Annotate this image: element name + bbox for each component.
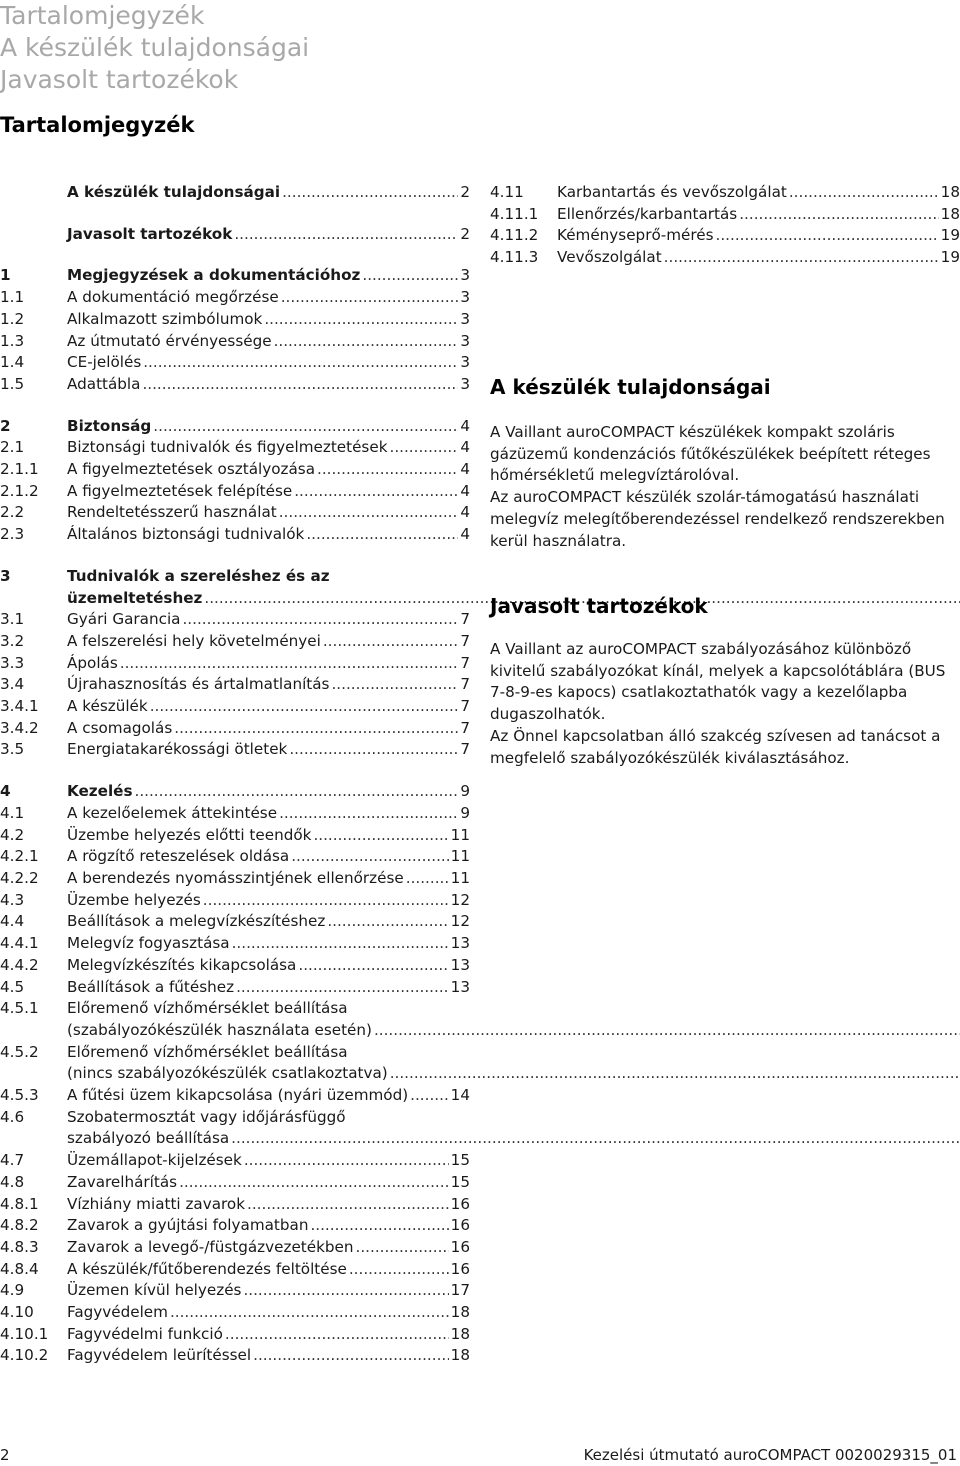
toc-entry-page: 16 (450, 1237, 470, 1256)
toc-entry-page: 4 (460, 416, 470, 435)
toc-entry-number: 1.5 (0, 374, 25, 393)
page-title: Tartalomjegyzék (0, 113, 195, 137)
toc-entry-number: 4 (0, 782, 11, 801)
toc-leader-dots (317, 459, 458, 481)
toc-entry[interactable] (0, 653, 470, 675)
toc-entry-number: 4.2 (0, 825, 25, 844)
toc-entry-title: A készülék tulajdonságai (67, 183, 281, 201)
toc-leader-dots (294, 481, 458, 503)
toc-leader-dots (291, 846, 448, 868)
toc-entry-number: 4.2.2 (0, 868, 39, 887)
toc-entry[interactable] (0, 374, 470, 396)
toc-entry-title: Melegvíz fogyasztása (67, 934, 230, 953)
toc-entry-title: A dokumentáció megőrzése (67, 288, 279, 307)
toc-entry-title: Zavarok a gyújtási folyamatban (67, 1216, 309, 1235)
toc-leader-dots (349, 1259, 449, 1281)
features-paragraph: Az auroCOMPACT készülék szolár-támogatású használati melegvíz melegítőberendezéssel rendelkező rendszerekben kerül használatra. (490, 488, 945, 550)
toc-entry-number: 4.5.1 (0, 999, 39, 1018)
toc-entry-page: 3 (460, 374, 470, 393)
toc-entry[interactable] (490, 204, 960, 226)
toc-entry-number: 3.2 (0, 631, 25, 650)
running-header (0, 0, 309, 96)
toc-leader-dots (313, 825, 448, 847)
toc-leader-dots (390, 1063, 960, 1085)
toc-entry-title: Karbantartás és vevőszolgálat (557, 183, 787, 201)
toc-entry-title: Rendeltetésszerű használat (67, 503, 277, 522)
toc-left-column (0, 182, 470, 1367)
toc-leader-dots (264, 309, 458, 331)
toc-entry-title: Javasolt tartozékok (67, 224, 233, 243)
toc-entry-page: 16 (450, 1259, 470, 1278)
toc-entry-number: 3.1 (0, 610, 25, 629)
toc-entry-title: Kéményseprő-mérés (557, 226, 714, 245)
toc-entry[interactable] (0, 696, 470, 718)
toc-entry-title: Újrahasznosítás és ártalmatlanítás (67, 675, 330, 694)
toc-entry[interactable] (0, 825, 470, 847)
toc-entry-title: A készülék/fűtőberendezés feltöltése (67, 1259, 347, 1278)
toc-entry-number: 2.2 (0, 503, 25, 522)
toc-entry-title: Alkalmazott szimbólumok (67, 309, 263, 328)
toc-entry-number: 4.5.2 (0, 1042, 39, 1061)
toc-entry-page: 11 (450, 847, 470, 866)
toc-entry-title: Biztonság (67, 416, 152, 435)
toc-entry[interactable] (0, 911, 470, 933)
toc-entry-page: 2 (460, 224, 470, 243)
toc-leader-dots (231, 1128, 960, 1150)
toc-entry-title: A rögzítő reteszelések oldása (67, 847, 290, 866)
toc-entry-title: CE-jelölés (67, 353, 142, 372)
toc-entry-title: Ellenőrzés/karbantartás (557, 204, 738, 223)
toc-leader-dots (135, 781, 459, 803)
toc-spacer (0, 245, 470, 265)
toc-leader-dots (120, 653, 459, 675)
toc-entry-page: 13 (450, 977, 470, 996)
toc-entry-page: 7 (460, 718, 470, 737)
toc-entry-number: 4.8.4 (0, 1259, 39, 1278)
toc-entry[interactable] (0, 868, 470, 890)
toc-entry-page: 18 (450, 1303, 470, 1322)
toc-entry-page: 17 (450, 1281, 470, 1300)
toc-entry-title: Szobatermosztát vagy időjárásfüggő (67, 1107, 346, 1126)
toc-entry-page: 4 (460, 438, 470, 457)
toc-leader-dots (298, 955, 448, 977)
toc-entry-page: 19 (940, 226, 960, 245)
toc-entry[interactable] (490, 225, 960, 247)
toc-entry-number: 2.1 (0, 438, 25, 457)
toc-leader-dots (247, 1194, 449, 1216)
features-heading: A készülék tulajdonságai (490, 375, 771, 399)
accessories-heading: Javasolt tartozékok (490, 594, 708, 618)
toc-leader-dots (306, 524, 458, 546)
toc-entry-number: 4.11.2 (490, 226, 539, 245)
toc-entry-page: 4 (460, 460, 470, 479)
toc-entry-page: 11 (450, 825, 470, 844)
toc-leader-dots (406, 868, 449, 890)
toc-entry[interactable] (0, 1172, 470, 1194)
toc-entry-number: 3.4 (0, 675, 25, 694)
toc-entry-page: 3 (460, 331, 470, 350)
toc-spacer (0, 204, 470, 224)
toc-entry-title: Zavarok a levegő-/füstgázvezetékben (67, 1237, 354, 1256)
toc-entry-title: Adattábla (67, 374, 141, 393)
toc-entry-title-continued: (nincs szabályozókészülék csatlakoztatva) (67, 1064, 388, 1083)
toc-leader-dots (232, 933, 449, 955)
toc-leader-dots (374, 1020, 960, 1042)
toc-leader-dots (274, 331, 459, 353)
toc-leader-dots (225, 1324, 449, 1346)
toc-entry-number: 2 (0, 416, 11, 435)
toc-leader-dots (142, 374, 458, 396)
toc-entry-page: 7 (460, 675, 470, 694)
toc-entry[interactable] (0, 781, 470, 803)
toc-entry[interactable] (0, 416, 470, 438)
toc-leader-dots (281, 287, 459, 309)
toc-spacer (0, 546, 470, 566)
toc-entry-title: Üzemen kívül helyezés (67, 1281, 242, 1300)
header-line-1: Tartalomjegyzék (0, 1, 205, 30)
toc-entry-title: Fagyvédelmi funkció (67, 1324, 223, 1343)
toc-entry[interactable] (490, 247, 960, 269)
toc-entry-number: 3.3 (0, 653, 25, 672)
toc-leader-dots (310, 1215, 448, 1237)
toc-entry[interactable] (0, 459, 470, 481)
toc-entry-number: 4.11.1 (490, 204, 539, 223)
toc-entry-title: Vevőszolgálat (557, 248, 662, 267)
toc-entry-title: Beállítások a melegvízkészítéshez (67, 912, 326, 931)
toc-entry-title-continued: szabályozó beállítása (67, 1129, 230, 1148)
toc-entry-page: 18 (450, 1324, 470, 1343)
toc-entry-page: 7 (460, 740, 470, 759)
toc-entry-page: 7 (460, 631, 470, 650)
toc-entry-page: 3 (460, 309, 470, 328)
toc-entry-title: Általános biztonsági tudnivalók (67, 525, 305, 544)
toc-entry-page: 12 (450, 912, 470, 931)
toc-entry[interactable] (0, 331, 470, 353)
toc-entry[interactable] (0, 739, 470, 761)
toc-leader-dots (143, 352, 458, 374)
toc-entry-title: Beállítások a fűtéshez (67, 977, 235, 996)
toc-entry-title: Ápolás (67, 653, 118, 672)
toc-leader-dots (739, 204, 938, 226)
header-line-2: A készülék tulajdonságai (0, 33, 310, 62)
toc-entry[interactable] (0, 352, 470, 374)
toc-entry[interactable] (0, 609, 470, 631)
toc-leader-dots (331, 674, 458, 696)
toc-leader-dots (323, 631, 458, 653)
toc-entry[interactable] (0, 502, 470, 524)
toc-entry-title: Előremenő vízhőmérséklet beállítása (67, 999, 348, 1018)
toc-leader-dots (282, 182, 458, 204)
toc-entry-title: Melegvízkészítés kikapcsolása (67, 955, 297, 974)
toc-leader-dots (174, 718, 458, 740)
toc-entry-title: Biztonsági tudnivalók és figyelmeztetések (67, 438, 388, 457)
toc-entry-title: Vízhiány miatti zavarok (67, 1194, 246, 1213)
toc-entry[interactable] (0, 1259, 470, 1281)
toc-entry-number: 4.6 (0, 1107, 25, 1126)
toc-entry-number: 1.4 (0, 353, 25, 372)
toc-entry-number: 4.5 (0, 977, 25, 996)
footer-doc-reference: Kezelési útmutató auroCOMPACT 0020029315_01 (583, 1446, 957, 1464)
toc-entry-page: 12 (450, 890, 470, 909)
toc-leader-dots (390, 437, 459, 459)
toc-entry[interactable] (0, 1194, 470, 1216)
toc-entry-page: 11 (450, 868, 470, 887)
toc-entry-page: 3 (460, 266, 470, 285)
toc-entry-page: 16 (450, 1216, 470, 1235)
toc-leader-dots (664, 247, 939, 269)
toc-entry-title: A figyelmeztetések osztályozása (67, 460, 315, 479)
toc-entry[interactable] (0, 1280, 470, 1302)
toc-entry-page: 15 (450, 1172, 470, 1191)
toc-entry-number: 3.4.1 (0, 697, 39, 716)
toc-entry-title: A kezelőelemek áttekintése (67, 803, 278, 822)
toc-entry[interactable] (0, 182, 470, 204)
toc-entry[interactable] (0, 955, 470, 977)
toc-entry-title-continued: (szabályozókészülék használata esetén) (67, 1020, 372, 1039)
toc-entry[interactable] (0, 1345, 470, 1367)
toc-entry-number: 2.1.2 (0, 481, 39, 500)
toc-entry-page: 19 (940, 248, 960, 267)
toc-entry-title: A berendezés nyomásszintjének ellenőrzése (67, 868, 404, 887)
toc-entry[interactable] (0, 674, 470, 696)
toc-right-column (490, 182, 960, 269)
toc-leader-dots (170, 1302, 449, 1324)
toc-entry-title: A felszerelési hely követelményei (67, 631, 321, 650)
toc-entry[interactable] (0, 1085, 470, 1107)
toc-entry[interactable] (0, 265, 470, 287)
toc-entry-number: 1.2 (0, 309, 25, 328)
toc-entry-title: Gyári Garancia (67, 610, 181, 629)
toc-entry[interactable] (0, 1042, 470, 1085)
toc-entry-title: Fagyvédelem (67, 1303, 168, 1322)
toc-entry-page: 18 (940, 204, 960, 223)
toc-leader-dots (716, 225, 939, 247)
toc-leader-dots (182, 609, 458, 631)
toc-entry-number: 3 (0, 566, 11, 585)
toc-entry[interactable] (0, 803, 470, 825)
toc-entry-number: 2.1.1 (0, 460, 39, 479)
toc-leader-dots (362, 265, 458, 287)
toc-leader-dots (327, 911, 448, 933)
toc-entry[interactable] (0, 1107, 470, 1150)
features-text (490, 422, 950, 552)
toc-entry-page: 9 (460, 803, 470, 822)
toc-leader-dots (410, 1085, 449, 1107)
toc-leader-dots (244, 1150, 449, 1172)
footer-page-number: 2 (0, 1446, 10, 1464)
toc-entry-page: 18 (450, 1346, 470, 1365)
toc-entry-page: 7 (460, 653, 470, 672)
toc-entry-page: 16 (450, 1194, 470, 1213)
toc-entry-page: 7 (460, 610, 470, 629)
toc-entry-title: A csomagolás (67, 718, 173, 737)
toc-entry-number: 4.4 (0, 912, 25, 931)
toc-entry-title: Az útmutató érvényessége (67, 331, 272, 350)
toc-entry-title: Energiatakarékossági ötletek (67, 740, 288, 759)
toc-leader-dots (279, 502, 459, 524)
toc-entry-number: 4.8 (0, 1172, 25, 1191)
toc-leader-dots (150, 696, 459, 718)
toc-entry-page: 18 (940, 183, 960, 201)
toc-leader-dots (356, 1237, 449, 1259)
toc-entry-page: 13 (450, 934, 470, 953)
toc-entry-title: Üzembe helyezés (67, 890, 201, 909)
toc-leader-dots (179, 1172, 449, 1194)
toc-entry-title-continued: üzemeltetéshez (67, 588, 203, 607)
toc-leader-dots (234, 224, 458, 246)
toc-entry-title: A figyelmeztetések felépítése (67, 481, 293, 500)
toc-leader-dots (279, 803, 458, 825)
toc-entry-number: 4.9 (0, 1281, 25, 1300)
toc-entry[interactable] (0, 631, 470, 653)
toc-entry[interactable] (0, 1324, 470, 1346)
toc-entry-page: 4 (460, 481, 470, 500)
toc-entry[interactable] (0, 481, 470, 503)
toc-entry[interactable] (0, 1215, 470, 1237)
toc-entry-number: 4.5.3 (0, 1086, 39, 1105)
toc-entry-number: 4.2.1 (0, 847, 39, 866)
toc-entry-page: 9 (460, 782, 470, 801)
toc-leader-dots (236, 977, 449, 999)
toc-entry[interactable] (0, 846, 470, 868)
header-line-3: Javasolt tartozékok (0, 65, 239, 94)
toc-entry-number: 4.11 (490, 183, 524, 201)
toc-entry-page: 3 (460, 288, 470, 307)
toc-entry-number: 4.11.3 (490, 248, 539, 267)
toc-entry-number: 3.5 (0, 740, 25, 759)
toc-spacer (0, 761, 470, 781)
toc-entry-title: Kezelés (67, 782, 133, 801)
toc-entry-number: 4.3 (0, 890, 25, 909)
toc-entry-title: Megjegyzések a dokumentációhoz (67, 266, 361, 285)
toc-entry-page: 7 (460, 697, 470, 716)
toc-entry[interactable] (0, 524, 470, 546)
accessories-paragraph: A Vaillant az auroCOMPACT szabályozásához különböző kivitelű szabályozókat kínál, melyek a kapcsolótáblára (BUS 7-8-9-es kapocs) csatlakoztathatók vagy a kezelőlapba dugaszolhatók. (490, 640, 946, 724)
toc-entry-page: 15 (450, 1151, 470, 1170)
toc-entry-title: Üzemállapot-kijelzések (67, 1151, 242, 1170)
toc-entry-number: 4.8.3 (0, 1237, 39, 1256)
toc-entry-number: 4.10.2 (0, 1346, 49, 1365)
toc-entry-page: 2 (460, 183, 470, 201)
features-paragraph: A Vaillant auroCOMPACT készülékek kompakt szoláris gázüzemű kondenzációs fűtőkészülékek beépített réteges hőmérsékletű melegvíztárolóval. (490, 423, 931, 485)
toc-leader-dots (789, 182, 939, 204)
toc-entry[interactable] (0, 224, 470, 246)
toc-spacer (0, 396, 470, 416)
toc-leader-dots (243, 1280, 448, 1302)
toc-entry-title: Előremenő vízhőmérséklet beállítása (67, 1042, 348, 1061)
accessories-paragraph: Az Önnel kapcsolatban álló szakcég szívesen ad tanácsot a megfelelő szabályozókészülék kiválasztásához. (490, 726, 941, 767)
toc-entry[interactable] (0, 437, 470, 459)
toc-entry-title: Üzembe helyezés előtti teendők (67, 825, 312, 844)
toc-entry-number: 3.4.2 (0, 718, 39, 737)
toc-entry-title: Tudnivalók a szereléshez és az (67, 566, 330, 585)
toc-entry-number: 1.3 (0, 331, 25, 350)
toc-entry[interactable] (0, 1237, 470, 1259)
toc-entry-page: 4 (460, 525, 470, 544)
toc-entry-number: 4.1 (0, 803, 25, 822)
toc-entry-page: 3 (460, 353, 470, 372)
toc-leader-dots (153, 416, 458, 438)
toc-entry-page: 4 (460, 503, 470, 522)
toc-entry-number: 1.1 (0, 288, 25, 307)
toc-entry-number: 1 (0, 266, 11, 285)
toc-entry[interactable] (0, 890, 470, 912)
toc-entry-number: 4.4.2 (0, 955, 39, 974)
toc-entry[interactable] (490, 182, 960, 204)
toc-leader-dots (253, 1345, 449, 1367)
toc-entry-title: A készülék (67, 697, 148, 716)
toc-entry-number: 2.3 (0, 525, 25, 544)
toc-entry-title: Fagyvédelem leürítéssel (67, 1346, 252, 1365)
toc-entry-number: 4.8.1 (0, 1194, 39, 1213)
toc-entry-page: 13 (450, 955, 470, 974)
toc-entry-number: 4.4.1 (0, 934, 39, 953)
toc-entry-number: 4.8.2 (0, 1216, 39, 1235)
toc-leader-dots (203, 890, 449, 912)
toc-entry-title: Zavarelhárítás (67, 1172, 178, 1191)
toc-entry-number: 4.10.1 (0, 1324, 49, 1343)
toc-entry[interactable] (0, 1150, 470, 1172)
toc-entry[interactable] (0, 998, 470, 1041)
toc-entry[interactable] (0, 287, 470, 309)
toc-entry[interactable] (0, 933, 470, 955)
toc-entry[interactable] (0, 718, 470, 740)
toc-entry[interactable] (0, 309, 470, 331)
accessories-text (490, 639, 950, 769)
toc-entry-number: 4.10 (0, 1303, 34, 1322)
toc-entry[interactable] (0, 977, 470, 999)
toc-entry-number: 4.7 (0, 1151, 25, 1170)
toc-entry-page: 14 (450, 1086, 470, 1105)
toc-entry[interactable] (0, 1302, 470, 1324)
toc-entry[interactable] (0, 566, 470, 609)
toc-leader-dots (289, 739, 458, 761)
toc-entry-title: A fűtési üzem kikapcsolása (nyári üzemmód) (67, 1086, 409, 1105)
